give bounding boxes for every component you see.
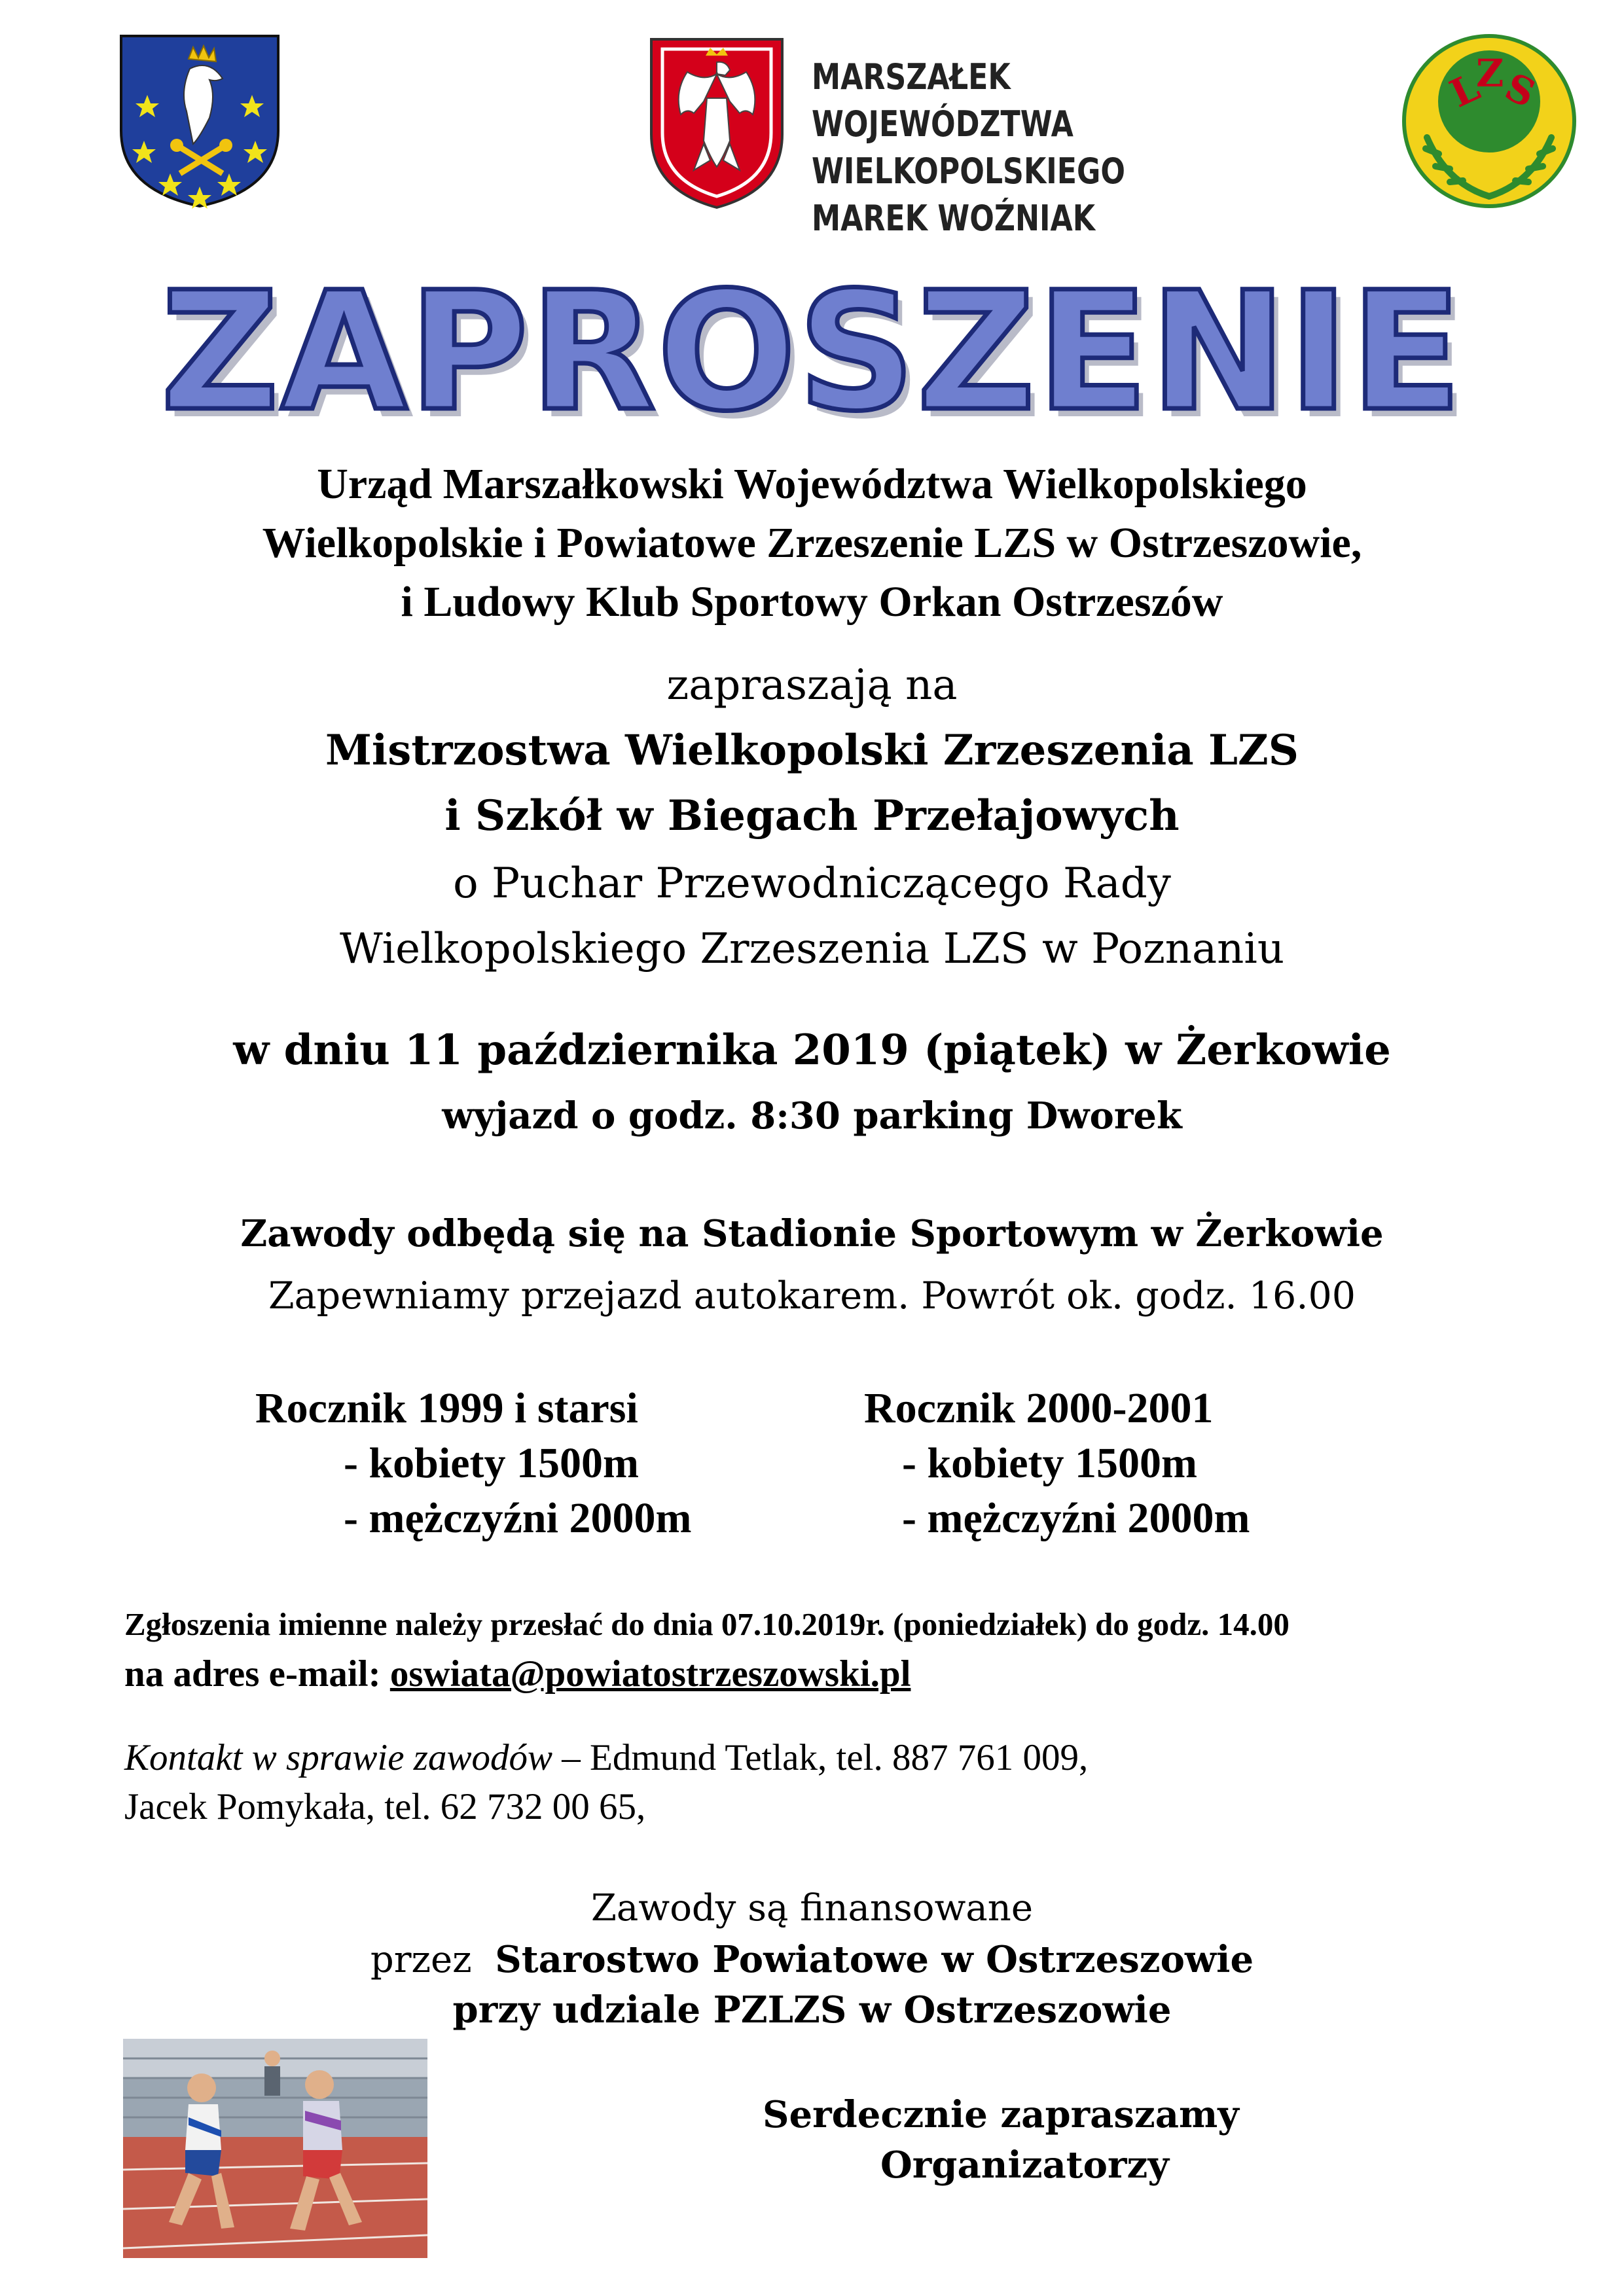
marshal-line-2: WIELKOPOLSKIEGO	[812, 151, 1125, 192]
funding-sponsor: Starostwo Powiatowe w Ostrzeszowie	[495, 1938, 1254, 1981]
marshal-line-1: MARSZAŁEK WOJEWÓDZTWA	[812, 56, 1074, 145]
category-column-1	[255, 1381, 779, 1546]
event-name-line-2: i Szkół w Biegach Przełajowych	[444, 791, 1180, 840]
funding-prefix: przez	[370, 1939, 496, 1981]
category-men: - mężczyźni 2000m	[344, 1494, 692, 1542]
lzs-logo-icon	[1401, 33, 1578, 209]
category-heading: Rocznik 2000-2001	[864, 1384, 1214, 1432]
organizer-line-2: Wielkopolskie i Powiatowe Zrzeszenie LZS w Ostrzeszowie,	[262, 519, 1362, 567]
contact-line-1	[124, 1734, 1088, 1782]
departure-line: wyjazd o godz. 8:30 parking Dworek	[442, 1094, 1182, 1138]
invite-phrase: zapraszają na	[666, 661, 958, 709]
registration-email-link[interactable]: oswiata@powiatostrzeszowski.pl	[389, 1653, 911, 1695]
category-heading: Rocznik 1999 i starsi	[255, 1384, 638, 1432]
lzs-letter-z: Z	[1476, 51, 1504, 96]
funding-line-2	[0, 1936, 1624, 1984]
event-name-line-1: Mistrzostwa Wielkopolski Zrzeszenia LZS	[325, 726, 1299, 775]
registration-line-2	[124, 1651, 911, 1698]
contact-person-1: – Edmund Tetlak, tel. 887 761 009,	[552, 1737, 1089, 1778]
voivodeship-eagle-crest-icon	[648, 36, 785, 209]
category-women: - kobiety 1500m	[344, 1439, 639, 1487]
lzs-letter-l: L	[1443, 64, 1487, 117]
registration-email-label: na adres e-mail:	[124, 1653, 390, 1695]
runners-photo	[123, 2039, 427, 2258]
lzs-letter-s: S	[1498, 64, 1542, 117]
runners-photo-illustration	[123, 2039, 427, 2258]
venue-line: Zawody odbędą się na Stadionie Sportowym w Żerkowie	[240, 1212, 1384, 1255]
organizer-line-3: i Ludowy Klub Sportowy Orkan Ostrzeszów	[401, 578, 1223, 626]
page-title: ZAPROSZENIE	[160, 257, 1464, 447]
date-line: w dniu 11 października 2019 (piątek) w Żerkowie	[233, 1026, 1391, 1075]
transport-line: Zapewniamy przejazd autokarem. Powrót ok. godz. 16.00	[268, 1274, 1356, 1318]
cup-line-1: o Puchar Przewodniczącego Rady	[453, 859, 1171, 908]
cup-line-2: Wielkopolskiego Zrzeszenia LZS w Poznaniu	[339, 925, 1285, 973]
category-column-2	[864, 1381, 1388, 1546]
funding-line-1: Zawody są finansowane	[590, 1887, 1033, 1929]
contact-label: Kontakt w sprawie zawodów	[124, 1737, 552, 1778]
category-women: - kobiety 1500m	[902, 1439, 1197, 1487]
voivodeship-crest	[648, 36, 785, 209]
closing-line-2: Organizatorzy	[880, 2144, 1169, 2187]
registration-line-1: Zgłoszenia imienne należy przesłać do dnia 07.10.2019r. (poniedziałek) do godz. 14.00	[124, 1606, 1290, 1642]
funding-line-3: przy udziale PZLZS w Ostrzeszowie	[452, 1988, 1172, 2032]
category-men: - mężczyźni 2000m	[902, 1494, 1250, 1542]
marshal-line-3: MAREK WOŹNIAK	[812, 198, 1096, 239]
lzs-logo	[1401, 33, 1578, 209]
contact-line-2: Jacek Pomykała, tel. 62 732 00 65,	[124, 1786, 646, 1827]
county-crest-icon	[118, 33, 281, 209]
marshal-signature-block	[812, 54, 1178, 242]
county-crest	[118, 33, 281, 209]
organizer-line-1: Urząd Marszałkowski Województwa Wielkopolskiego	[317, 460, 1307, 508]
closing-line-1: Serdecznie zapraszamy	[763, 2093, 1239, 2136]
